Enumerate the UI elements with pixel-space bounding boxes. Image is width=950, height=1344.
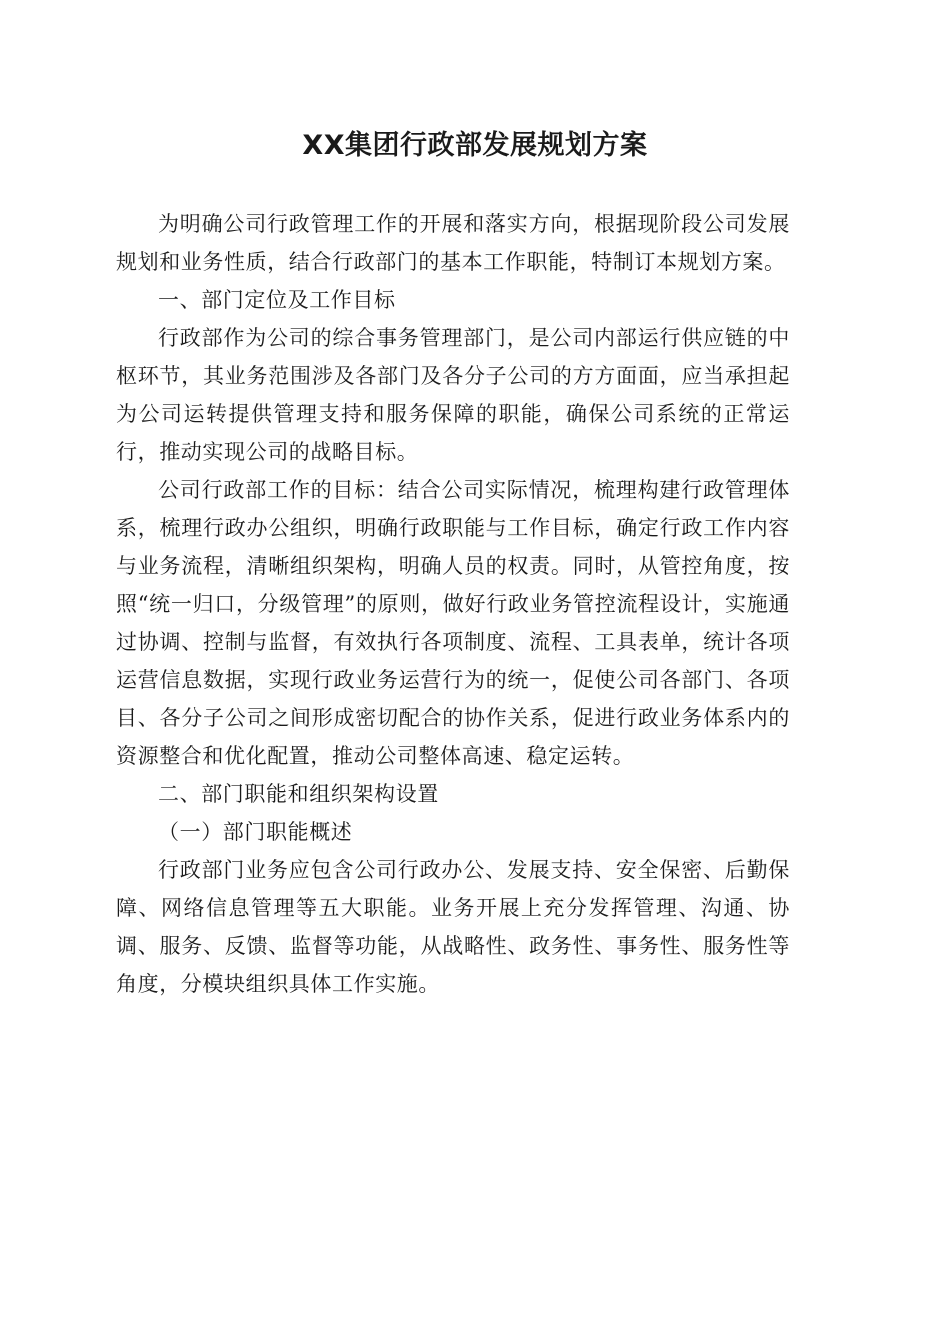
functions-paragraph: 行政部门业务应包含公司行政办公、发展支持、安全保密、后勤保障、网络信息管理等五大职能。业务开展上充分发挥管理、沟通、协调、服务、反馈、监督等功能，从战略性、政务性、事务性、服务性等角度，分模块组织具体工作实施。 [116,858,790,996]
section-heading-functions: 二、部门职能和组织架构设置 [158,782,439,806]
document-title: XX集团行政部发展规划方案 [302,130,648,161]
positioning-paragraph: 行政部作为公司的综合事务管理部门，是公司内部运行供应链的中枢环节，其业务范围涉及各部门及各分子公司的方方面面，应当承担起为公司运转提供管理支持和服务保障的职能，确保公司系统的正常运行，推动实现公司的战略目标。 [116,326,790,464]
subsection-heading-overview: （一）部门职能概述 [158,820,353,844]
intro-paragraph: 为明确公司行政管理工作的开展和落实方向，根据现阶段公司发展规划和业务性质，结合行政部门的基本工作职能，特制订本规划方案。 [116,212,790,274]
document-body [116,205,790,1003]
goals-paragraph: 公司行政部工作的目标：结合公司实际情况，梳理构建行政管理体系，梳理行政办公组织，明确行政职能与工作目标，确定行政工作内容与业务流程，清晰组织架构，明确人员的权责。同时，从管控角度，按照“统一归口，分级管理”的原则，做好行政业务管控流程设计，实施通过协调、控制与监督，有效执行各项制度、流程、工具表单，统计各项运营信息数据，实现行政业务运营行为的统一，促使公司各部门、各项目、各分子公司之间形成密切配合的协作关系，促进行政业务体系内的资源整合和优化配置，推动公司整体高速、稳定运转。 [116,478,790,768]
section-heading-positioning: 一、部门定位及工作目标 [158,288,396,312]
